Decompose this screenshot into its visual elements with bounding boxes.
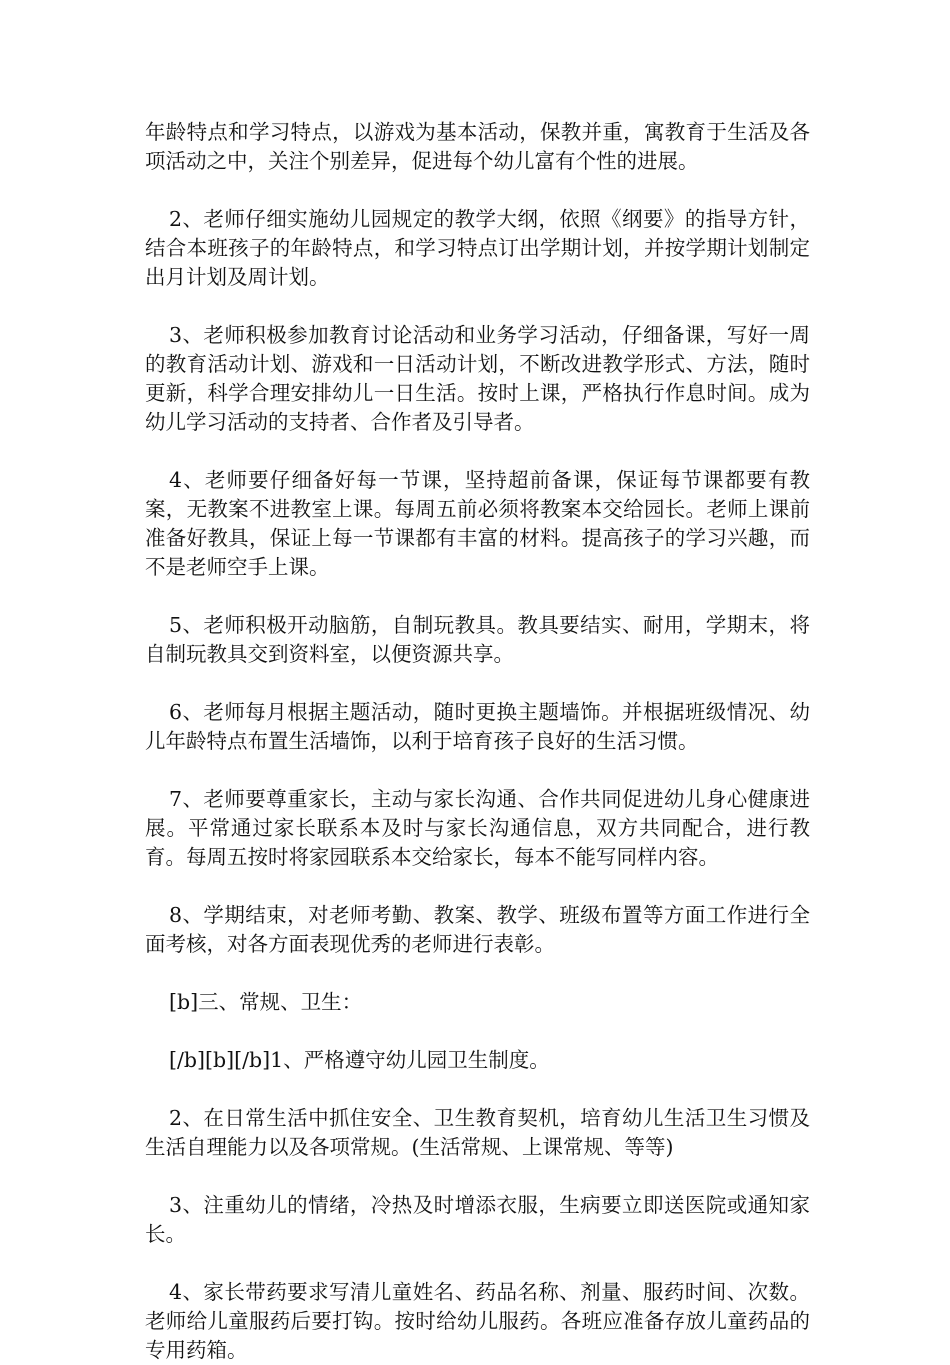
paragraph-item-8: 8、学期结束，对老师考勤、教案、教学、班级布置等方面工作进行全面考核，对各方面表现优秀的老师进行表彰。	[145, 903, 810, 956]
paragraph-hygiene-item-3: 3、注重幼儿的情绪，冷热及时增添衣服，生病要立即送医院或通知家长。	[145, 1193, 810, 1246]
paragraph-item-2: 2、老师仔细实施幼儿园规定的教学大纲，依照《纲要》的指导方针，结合本班孩子的年龄特点，和学习特点订出学期计划，并按学期计划制定出月计划及周计划。	[145, 207, 810, 289]
paragraph-continuation: 年龄特点和学习特点，以游戏为基本活动，保教并重，寓教育于生活及各项活动之中，关注个别差异，促进每个幼儿富有个性的进展。	[145, 120, 810, 173]
paragraph-hygiene-item-2: 2、在日常生活中抓住安全、卫生教育契机，培育幼儿生活卫生习惯及生活自理能力以及各项常规。(生活常规、上课常规、等等)	[145, 1106, 810, 1159]
paragraph-hygiene-item-4: 4、家长带药要求写清儿童姓名、药品名称、剂量、服药时间、次数。老师给儿童服药后要打钩。按时给幼儿服药。各班应准备存放儿童药品的专用药箱。	[145, 1280, 810, 1362]
paragraph-hygiene-item-1: [/b][b][/b]1、严格遵守幼儿园卫生制度。	[169, 1048, 550, 1072]
section-heading-routine-hygiene: [b]三、常规、卫生：	[169, 990, 363, 1014]
paragraph-item-7: 7、老师要尊重家长，主动与家长沟通、合作共同促进幼儿身心健康进展。平常通过家长联系本及时与家长沟通信息，双方共同配合，进行教育。每周五按时将家园联系本交给家长，每本不能写同样内容。	[145, 787, 810, 869]
paragraph-item-5: 5、老师积极开动脑筋，自制玩教具。教具要结实、耐用，学期末，将自制玩教具交到资料室，以便资源共享。	[145, 613, 810, 666]
paragraph-item-4: 4、老师要仔细备好每一节课，坚持超前备课，保证每节课都要有教案，无教案不进教室上课。每周五前必须将教案本交给园长。老师上课前准备好教具，保证上每一节课都有丰富的材料。提高孩子的学习兴趣，而不是老师空手上课。	[145, 468, 810, 579]
document-body	[145, 118, 810, 1365]
paragraph-item-3: 3、老师积极参加教育讨论活动和业务学习活动，仔细备课，写好一周的教育活动计划、游戏和一日活动计划，不断改进教学形式、方法，随时更新，科学合理安排幼儿一日生活。按时上课，严格执行作息时间。成为幼儿学习活动的支持者、合作者及引导者。	[145, 323, 810, 434]
paragraph-item-6: 6、老师每月根据主题活动，随时更换主题墙饰。并根据班级情况、幼儿年龄特点布置生活墙饰，以利于培育孩子良好的生活习惯。	[145, 700, 810, 753]
